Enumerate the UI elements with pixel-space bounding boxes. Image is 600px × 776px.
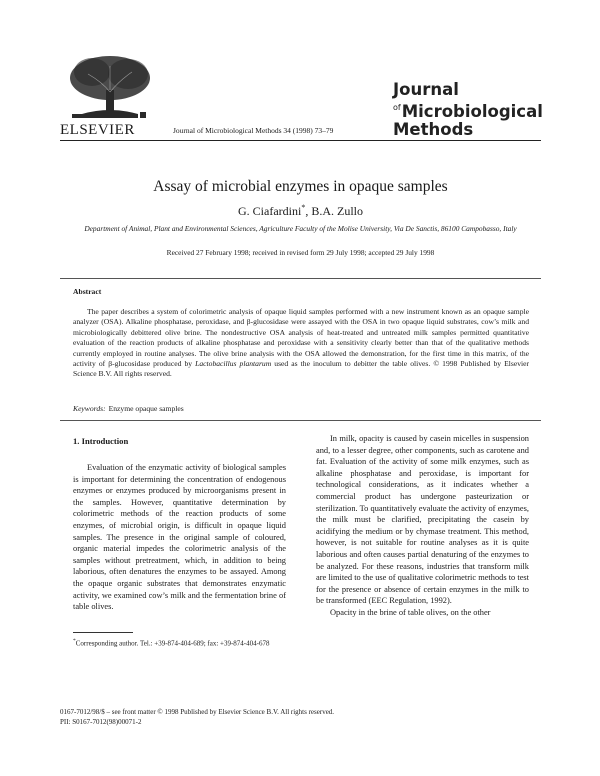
footnote xyxy=(73,637,286,649)
article-title: Assay of microbial enzymes in opaque samples xyxy=(153,178,448,195)
right-paragraph-2: Opacity in the brine of table olives, on the other xyxy=(330,607,491,617)
footnote-rule xyxy=(73,632,133,633)
keywords xyxy=(73,404,184,413)
footnote-text: Corresponding author. Tel.: +39-874-404-689; fax: +39-874-404-678 xyxy=(75,639,270,648)
left-column xyxy=(73,462,286,613)
abstract-organism: Lactobacillus plantarum xyxy=(195,359,272,369)
footnote-mark: * xyxy=(73,638,76,644)
author-1: G. Ciafardini xyxy=(238,204,302,218)
corresponding-mark: * xyxy=(301,203,306,212)
front-matter-line: 0167-7012/98/$ – see front matter © 1998 Published by Elsevier Science B.V. All rights reserved. xyxy=(60,708,335,716)
abstract-text xyxy=(73,307,529,380)
journal-title-line1: Journal xyxy=(393,80,459,99)
journal-title-line3: Methods xyxy=(393,120,474,139)
abstract-text-a: The paper describes a system of colorimetric analysis of opaque liquid samples performed with a new instrument known as an opaque sample analyzer (OSA). Alkaline phosphatase, peroxidase, and β-glucosidase were assayed with the OSA in two opaque liquid substrates, cow’s milk and microbiologically debittered olive brine. The nondestructive OSA analysis of heat-treated and untreated milk samples permitted quantitative evaluation of the reaction products of alkaline phosphatase and peroxidase with a sensitivity clearly better than that of the qualitative methods currently employed in routine analyses. The olive brine analysis with the OSA allowed the demonstration, for the first time in this matrix, of the activity of β-glucosidase produced by xyxy=(73,307,529,369)
keywords-label: Keywords: xyxy=(73,404,106,413)
journal-title-of: of xyxy=(393,103,401,112)
abstract-top-rule xyxy=(60,278,541,279)
right-paragraph-1: In milk, opacity is caused by casein micelles in suspension and, to a lesser degree, other components, such as carotene and fat. Evaluation of the activity of some milk enzymes, such as alkaline phosphatase and peroxidase, is important for technological considerations, as it indicates whether a commercial product has undergone pasteurization or sterilization. To quantitatively evaluate the activity of enzymes, the milk must be clarified, precipitating the casein by acidifying the medium or by chymase treatment. This method, however, is not suitable for routine analyses as it is quite laborious and often causes partial denaturing of the enzymes to be analyzed. For these reasons, industries that transform milk are limited to the use of qualitative colorimetric methods to test for the presence or absence of certain enzymes in the milk to be transformed (EEC Regulation, 1992). xyxy=(316,434,529,606)
abstract-text-b: used as the inoculum to debitter the table olives. © 1998 Published by Elsevier Science B.V. All rights reserved. xyxy=(73,359,529,379)
author-list xyxy=(60,203,541,219)
section-heading-introduction: 1. Introduction xyxy=(73,436,129,446)
keywords-value: Enzyme opaque samples xyxy=(108,404,184,413)
abstract-heading: Abstract xyxy=(73,287,102,296)
pii-line: PII: S0167-7012(98)00071-2 xyxy=(60,718,142,726)
journal-citation: Journal of Microbiological Methods 34 (1998) 73–79 xyxy=(173,126,334,135)
affiliation: Department of Animal, Plant and Environmental Sciences, Agriculture Faculty of the Molise University, Via De Sanctis, 86100 Campobasso, Italy xyxy=(84,224,517,233)
header-rule xyxy=(60,140,541,141)
abstract-bottom-rule xyxy=(60,420,541,421)
left-paragraph: Evaluation of the enzymatic activity of biological samples is important for determining the concentration of endogenous enzymes or enzymes produced by microorganisms present in the samples. However, quantitative determination by colorimetric methods of the reaction products of some enzymes, of microbial origin, is difficult in opaque liquid samples. The presence in the original sample of coloured, organic material impedes the colorimetric analysis of the samples without pretreatment, which, in addition to being laborious, often denatures the enzymes to be assayed. Among the opaque organic substrates that demonstrates enzymatic activity, we examined cow’s milk and the fermentation brine of table olives. xyxy=(73,463,286,612)
copyright-footer xyxy=(60,707,334,727)
journal-title xyxy=(393,81,543,139)
journal-title-line2: Microbiological xyxy=(401,102,543,121)
publisher-name: ELSEVIER xyxy=(60,122,135,138)
right-column xyxy=(316,433,529,619)
received-dates: Received 27 February 1998; received in revised form 29 July 1998; accepted 29 July 1998 xyxy=(166,248,435,257)
author-2: , B.A. Zullo xyxy=(305,204,363,218)
